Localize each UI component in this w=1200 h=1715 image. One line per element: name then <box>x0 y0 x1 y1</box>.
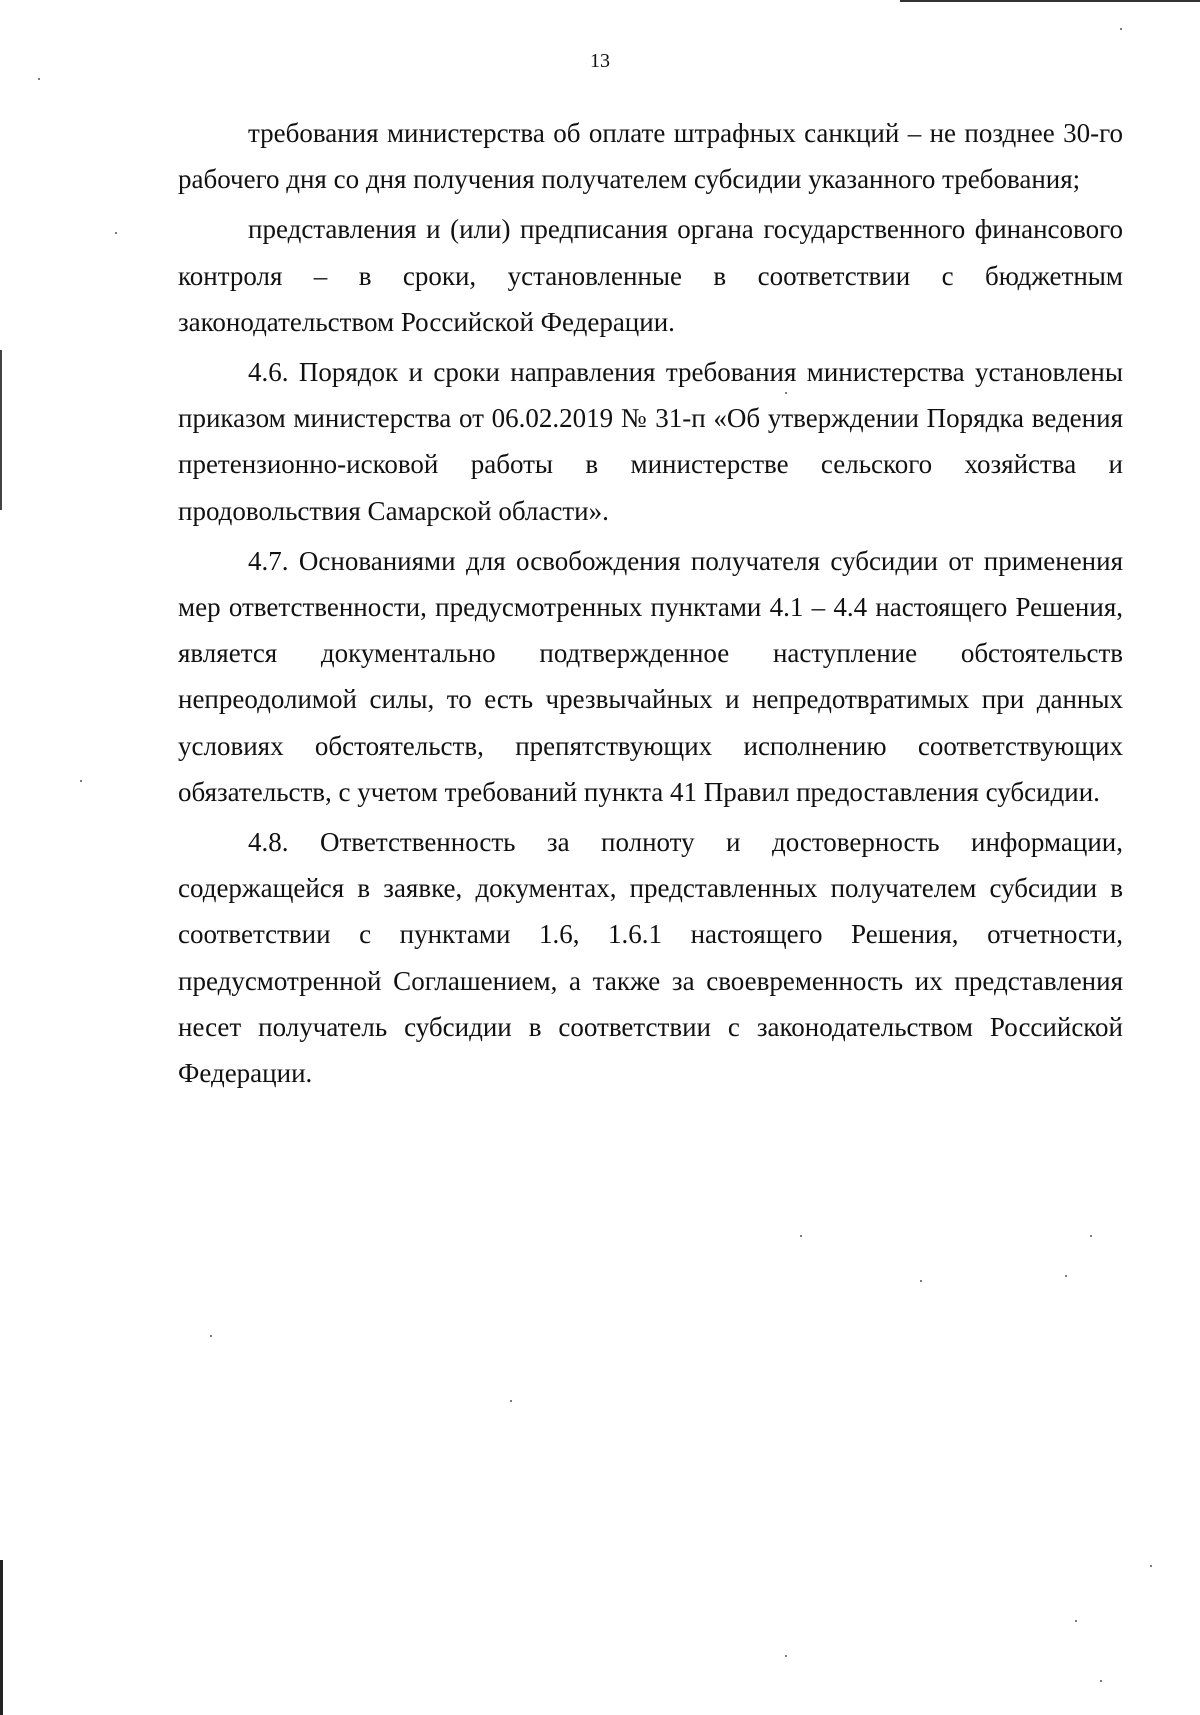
scan-speck <box>80 780 82 782</box>
scan-edge-left-bottom <box>0 1560 3 1715</box>
scan-speck <box>1100 1680 1102 1682</box>
scan-speck <box>785 1655 787 1657</box>
paragraph-control-order: представления и (или) предписания органа государственного финансового контроля – в сроки, установленные в соответствии с бюджетным законодательством Российской Федерации. <box>178 214 1123 337</box>
scan-speck <box>800 1235 802 1237</box>
document-body <box>178 110 1123 1096</box>
scan-speck <box>920 1280 922 1282</box>
scan-speck <box>210 1335 212 1337</box>
paragraph-4-7: 4.7. Основаниями для освобождения получателя субсидии от применения мер ответственности, предусмотренных пунктами 4.1 – 4.4 настоящего Решения, является документально подтвержденное наступление обстоятельств непреодолимой силы, то есть чрезвычайных и непредотвратимых при данных условиях обстоятельств, препятствующих исполнению соответствующих обязательств, с учетом требований пункта 41 Правил предоставления субсидии. <box>178 545 1123 807</box>
paragraph-4-6: 4.6. Порядок и сроки направления требования министерства установлены приказом министерства от 06.02.2019 № 31-п «Об утверждении Порядка ведения претензионно-исковой работы в министерстве сельского хозяйства и продовольствия Самарской области». <box>178 357 1123 526</box>
scan-speck <box>38 78 40 80</box>
scan-edge-top <box>900 0 1200 2</box>
scan-speck <box>1120 28 1122 30</box>
scan-speck <box>510 1400 512 1402</box>
paragraph-4-8: 4.8. Ответственность за полноту и достоверность информации, содержащейся в заявке, документах, представленных получателем субсидии в соответствии с пунктами 1.6, 1.6.1 настоящего Решения, отчетности, предусмотренной Соглашением, а также за своевременность их представления несет получатель субсидии в соответствии с законодательством Российской Федерации. <box>178 827 1123 1089</box>
paragraph-penalty-deadline: требования министерства об оплате штрафных санкций – не позднее 30-го рабочего дня со дня получения получателем субсидии указанного требования; <box>178 118 1123 195</box>
page-number: 13 <box>590 50 610 72</box>
scan-speck <box>785 392 787 394</box>
scan-speck <box>1090 1235 1092 1237</box>
scan-speck <box>1065 1275 1067 1277</box>
scan-speck <box>1150 1565 1152 1567</box>
scan-speck <box>1075 1620 1077 1622</box>
scan-speck <box>115 232 117 234</box>
scan-edge-left <box>0 350 2 510</box>
